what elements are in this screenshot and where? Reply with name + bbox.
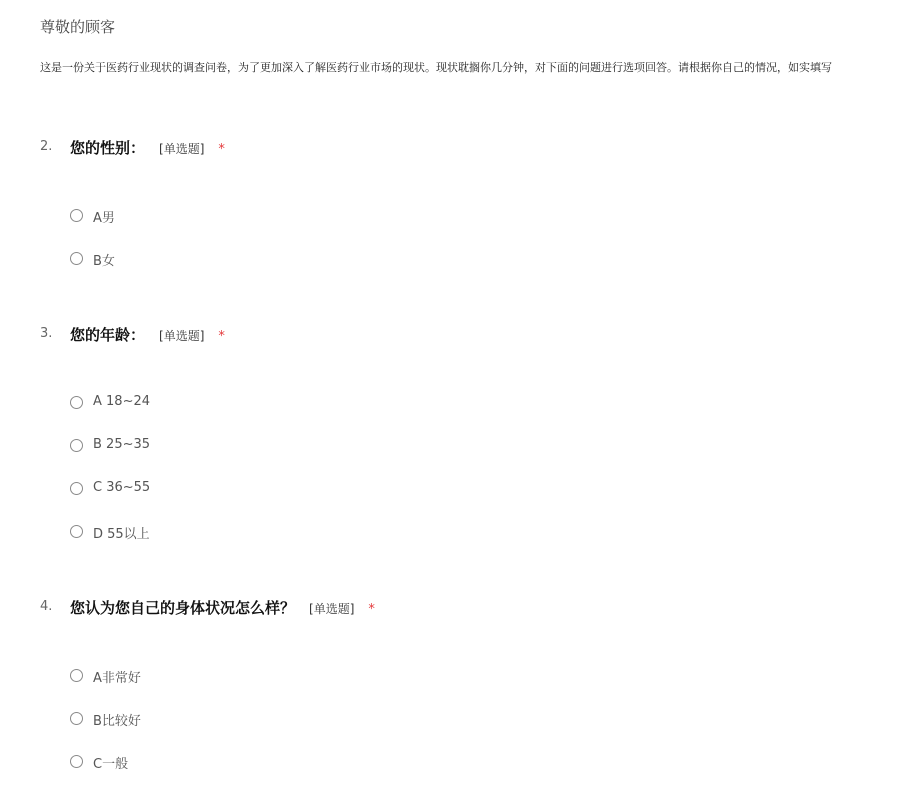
option-label[interactable]: B 25~35 [93, 437, 151, 452]
option-label[interactable]: C 36~55 [93, 480, 151, 495]
radio-button[interactable] [70, 755, 83, 768]
option-label[interactable]: B比较好 [93, 714, 141, 729]
radio-button[interactable] [70, 396, 83, 409]
radio-button[interactable] [70, 525, 83, 538]
question-number: 3. [40, 326, 53, 341]
radio-button[interactable] [70, 209, 83, 222]
radio-button[interactable] [70, 482, 83, 495]
question-type-label: [单选题] [159, 142, 205, 156]
question-number: 2. [40, 139, 53, 154]
question-title-text: 您的年龄： [70, 326, 146, 344]
radio-button[interactable] [70, 439, 83, 452]
option-label[interactable]: A男 [93, 211, 115, 226]
radio-button[interactable] [70, 712, 83, 725]
question-title [70, 137, 225, 158]
option-label[interactable]: C一般 [93, 757, 129, 772]
option-label[interactable]: B女 [93, 254, 115, 269]
question-type-label: [单选题] [159, 329, 205, 343]
question-title-text: 您认为您自己的身体状况怎么样？ [70, 599, 296, 617]
radio-button[interactable] [70, 669, 83, 682]
intro-text: 这是一份关于医药行业现状的调查问卷，为了更加深入了解医药行业市场的现状。现状耽搁你几分钟，对下面的问题进行选项回答。请根据你自己的情况，如实填写 [40, 61, 832, 74]
option-label[interactable]: A非常好 [93, 671, 141, 686]
required-marker: * [218, 142, 225, 157]
question-number: 4. [40, 599, 53, 614]
radio-button[interactable] [70, 252, 83, 265]
required-marker: * [368, 602, 375, 617]
option-label[interactable]: D 55以上 [93, 527, 150, 542]
intro-title: 尊敬的顾客 [40, 18, 116, 36]
option-label[interactable]: A 18~24 [93, 394, 151, 409]
question-type-label: [单选题] [309, 602, 355, 616]
question-title [70, 324, 225, 345]
required-marker: * [218, 329, 225, 344]
question-title-text: 您的性别： [70, 139, 146, 157]
question-title [70, 597, 375, 618]
